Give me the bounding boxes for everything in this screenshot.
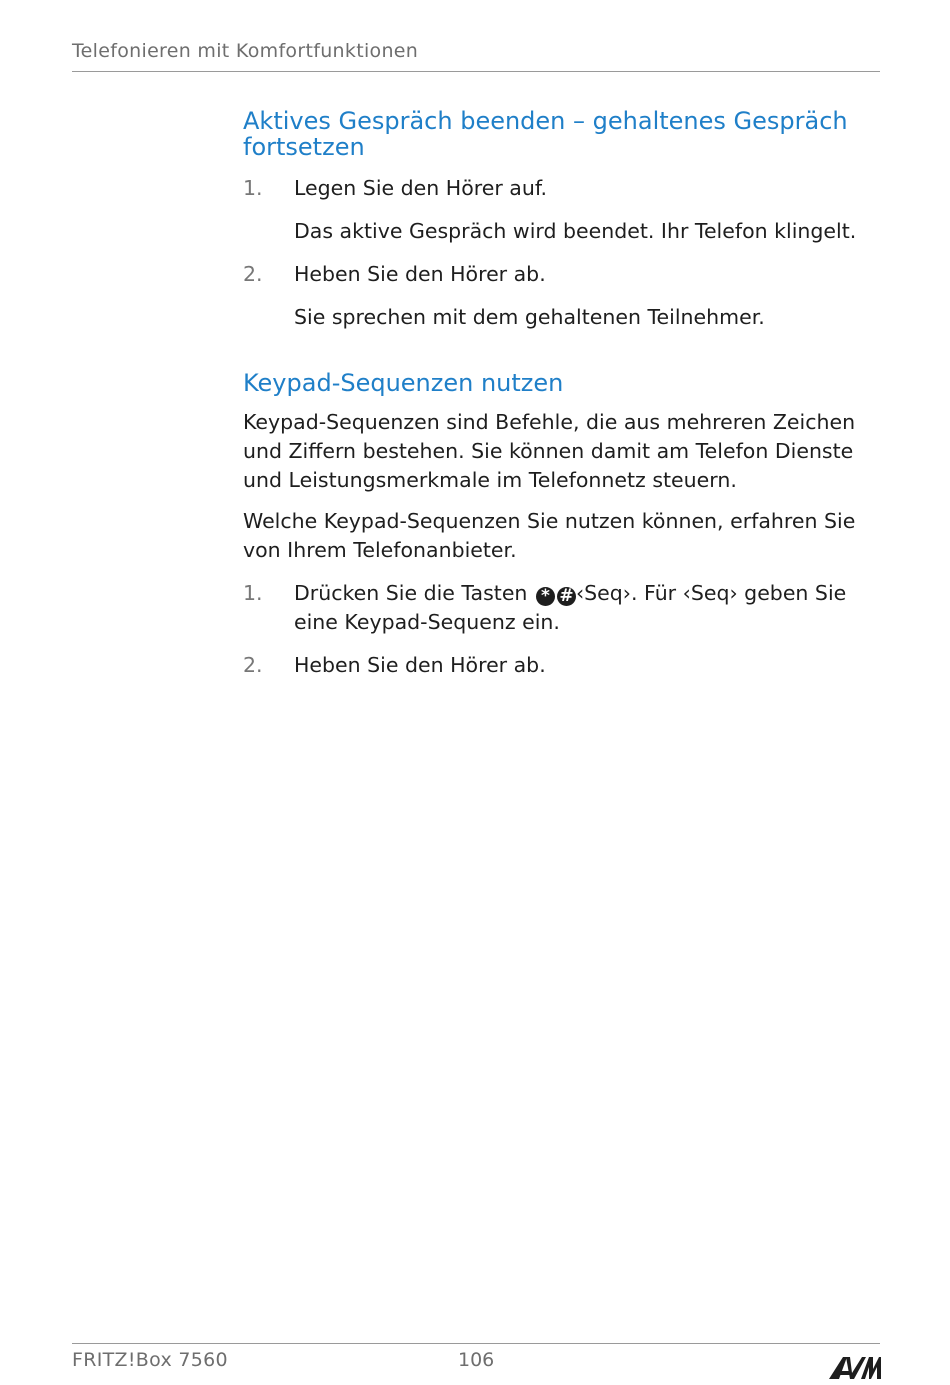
- list-item: [243, 579, 873, 637]
- header-divider: [72, 71, 880, 72]
- hash-key-icon: #: [557, 587, 576, 606]
- step-text: [294, 579, 873, 637]
- running-header: Telefonieren mit Komfortfunktionen: [72, 40, 419, 62]
- step-text-after-keys: ‹Seq›. Für ‹Seq› geben Sie eine Keypad-Sequenz ein.: [294, 581, 847, 634]
- step-text: Legen Sie den Hörer auf.: [294, 176, 548, 200]
- page-number: 106: [458, 1349, 495, 1371]
- paragraph: Keypad-Sequenzen sind Befehle, die aus mehreren Zeichen und Ziffern bestehen. Sie können damit am Telefon Dienste und Leistungsmerkmale im Telefonnetz steuern.: [243, 410, 856, 492]
- list-item: [243, 260, 873, 289]
- footer-divider: [72, 1343, 880, 1344]
- star-key-icon: *: [536, 587, 555, 606]
- list-item: [243, 651, 873, 680]
- step-text: Heben Sie den Hörer ab.: [294, 262, 546, 286]
- step-result: Sie sprechen mit dem gehaltenen Teilnehmer.: [294, 305, 765, 329]
- footer-product-name: FRITZ!Box 7560: [72, 1349, 228, 1371]
- heading-line-1: Aktives Gespräch beenden – gehaltenes Gespräch: [243, 107, 848, 135]
- step-number: 1.: [243, 581, 263, 605]
- page-content: [243, 108, 873, 680]
- step-result: Das aktive Gespräch wird beendet. Ihr Telefon klingelt.: [294, 219, 857, 243]
- step-number: 2.: [243, 653, 263, 677]
- avm-logo-icon: [829, 1353, 881, 1379]
- list-item: [243, 174, 873, 203]
- heading-line-2: fortsetzen: [243, 133, 365, 161]
- paragraph: Welche Keypad-Sequenzen Sie nutzen können, erfahren Sie von Ihrem Telefonanbieter.: [243, 509, 856, 562]
- step-number: 2.: [243, 262, 263, 286]
- section-heading-end-call: [243, 108, 873, 160]
- step-number: 1.: [243, 176, 263, 200]
- step-text-before-keys: Drücken Sie die Tasten: [294, 581, 534, 605]
- section-heading-keypad: Keypad-Sequenzen nutzen: [243, 369, 564, 397]
- step-text: Heben Sie den Hörer ab.: [294, 653, 546, 677]
